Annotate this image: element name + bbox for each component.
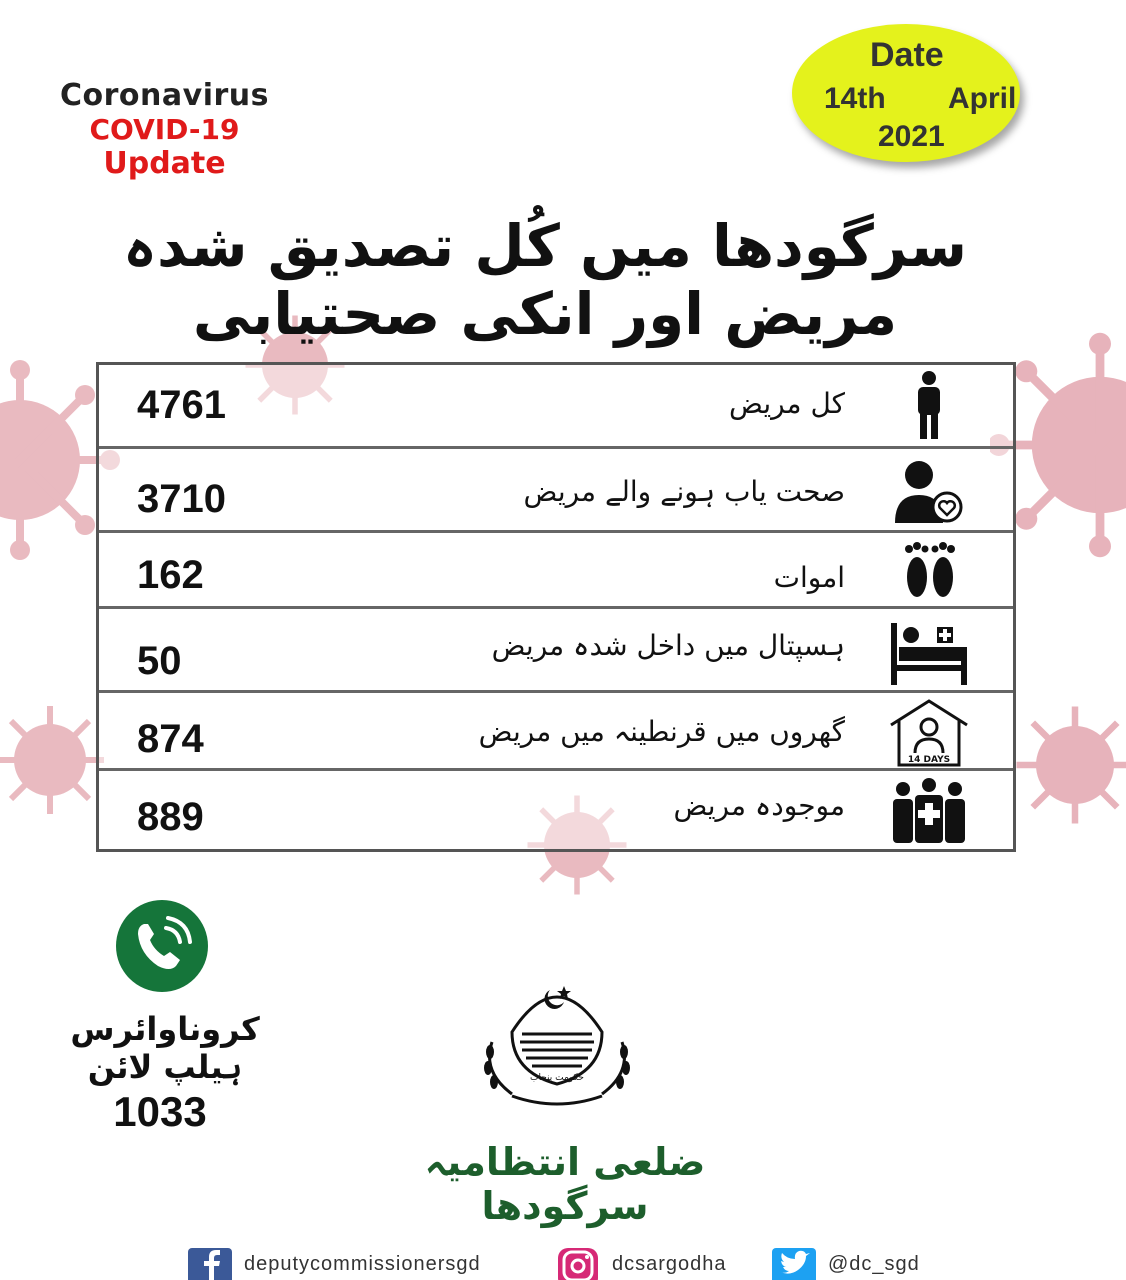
facebook-icon — [188, 1248, 232, 1280]
twitter-handle: @dc_sgd — [828, 1252, 920, 1275]
district-administration-title: ضلعی انتظامیہ سرگودھا — [424, 1140, 706, 1228]
instagram-handle: dcsargodha — [612, 1252, 727, 1275]
stat-row-home-quarantine — [99, 693, 1013, 771]
stat-value: 50 — [137, 639, 182, 683]
hospital-bed-icon — [889, 615, 969, 687]
helpline-label: کروناوائرس ہیلپ لائن — [70, 1010, 260, 1086]
helpline-number[interactable]: 1033 — [113, 1088, 207, 1135]
quarantine-days-text: 14 DAYS — [907, 755, 951, 765]
footprints-icon — [889, 535, 969, 607]
stat-value: 4761 — [137, 383, 226, 427]
stat-label: صحت یاب ہونے والے مریض — [523, 475, 845, 508]
active-patients-icon — [889, 775, 969, 847]
stat-value: 874 — [137, 717, 204, 761]
stat-row-total — [99, 365, 1013, 449]
date-month: April — [948, 82, 1017, 115]
facebook-handle: deputycommissionersgd — [244, 1252, 481, 1275]
stat-label: موجودہ مریض — [673, 789, 845, 822]
stat-value: 162 — [137, 553, 204, 597]
brand-line-covid19: COVID-19 — [89, 113, 240, 146]
covid-update-logo — [60, 78, 269, 181]
date-day: 14th — [824, 82, 886, 115]
phone-icon — [116, 900, 208, 992]
stat-label: گھروں میں قرنطینہ میں مریض — [478, 715, 845, 748]
social-facebook[interactable] — [188, 1248, 481, 1280]
page-title: سرگودھا میں کُل تصدیق شدہ مریض اور انکی صحتیابی — [122, 212, 968, 348]
stat-label: اموات — [773, 561, 845, 594]
twitter-icon — [772, 1248, 816, 1280]
stats-table — [96, 362, 1016, 852]
virus-decoration-bottom-right — [1010, 700, 1126, 830]
date-badge — [792, 24, 1020, 162]
stat-row-hospitalized — [99, 609, 1013, 693]
stat-row-deaths — [99, 533, 1013, 609]
emblem-caption: حکومت پنجاب — [530, 1073, 584, 1083]
instagram-icon — [556, 1248, 600, 1280]
stat-label: ہسپتال میں داخل شدہ مریض — [491, 629, 845, 662]
recovered-icon — [889, 455, 969, 527]
stat-value: 3710 — [137, 477, 226, 521]
social-instagram[interactable] — [556, 1248, 727, 1280]
government-of-punjab-emblem — [472, 972, 642, 1122]
date-year: 2021 — [878, 120, 945, 153]
stat-row-active — [99, 771, 1013, 849]
stat-value: 889 — [137, 795, 204, 839]
person-icon — [889, 369, 969, 441]
brand-line-update: Update — [103, 146, 226, 181]
stat-row-recovered — [99, 449, 1013, 533]
date-label: Date — [870, 36, 944, 74]
virus-decoration-bottom-left — [0, 700, 110, 820]
stat-label: کل مریض — [729, 387, 845, 420]
social-twitter[interactable] — [772, 1248, 920, 1280]
brand-line-coronavirus: Coronavirus — [60, 78, 269, 113]
home-quarantine-icon — [889, 697, 969, 769]
